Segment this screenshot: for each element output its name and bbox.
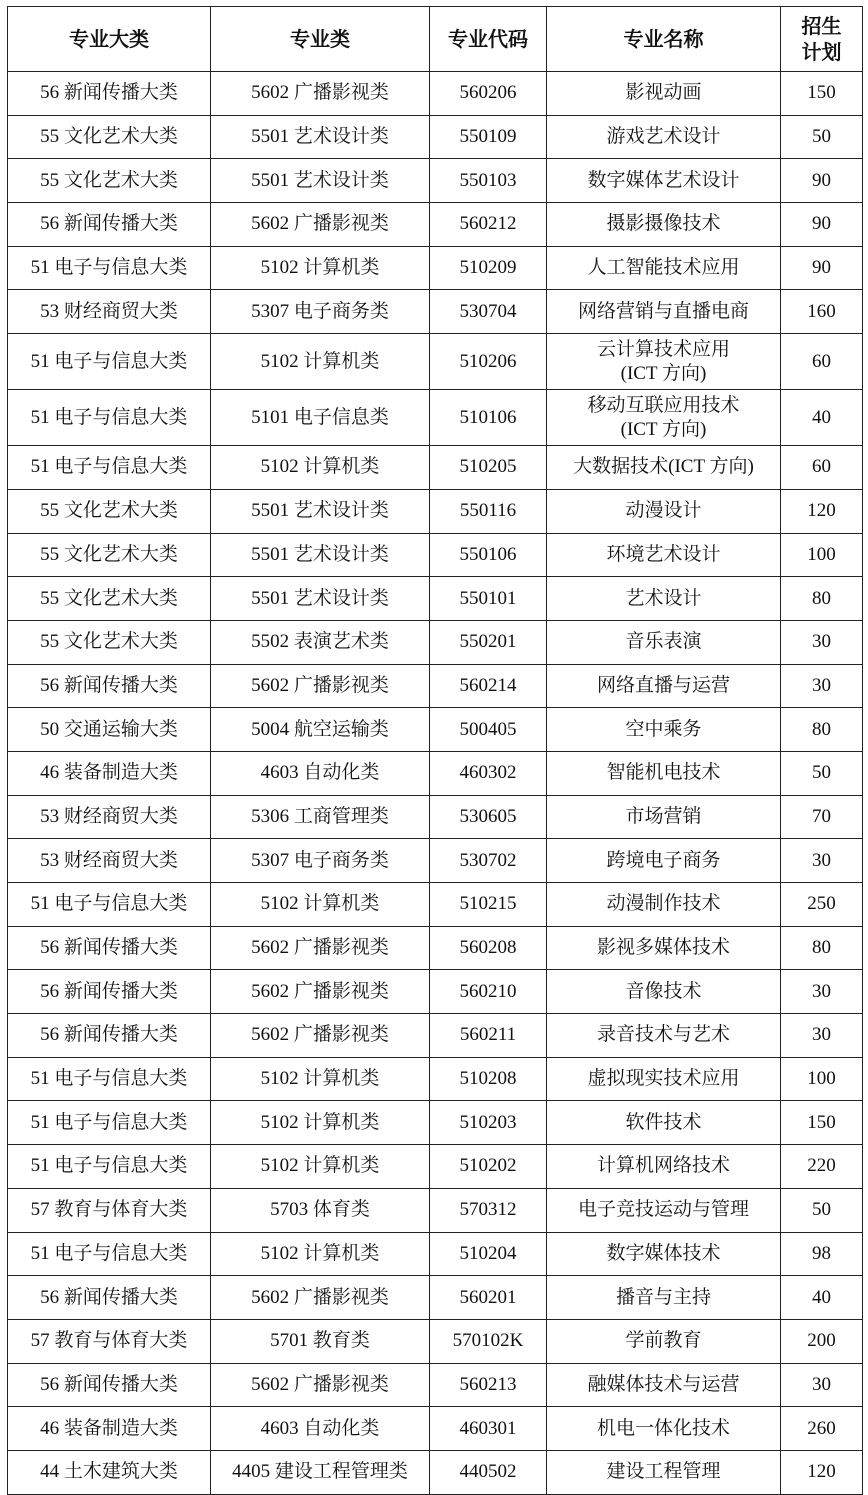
cell-name-line-1: 云计算技术应用 <box>596 338 730 360</box>
cell-subcategory: 5306 工商管理类 <box>211 795 430 839</box>
cell-category: 51 电子与信息大类 <box>8 1101 211 1145</box>
cell-subcategory: 5602 广播影视类 <box>211 1014 430 1058</box>
cell-code: 560211 <box>430 1014 547 1058</box>
cell-plan: 150 <box>781 72 863 116</box>
cell-code: 510209 <box>430 246 547 290</box>
table-row <box>8 1014 863 1058</box>
cell-name: 环境艺术设计 <box>547 533 781 577</box>
cell-name: 学前教育 <box>547 1319 781 1363</box>
cell-category: 56 新闻传播大类 <box>8 664 211 708</box>
table-row <box>8 1450 863 1494</box>
table-row <box>8 246 863 290</box>
cell-plan: 100 <box>781 1057 863 1101</box>
cell-plan: 40 <box>781 1276 863 1320</box>
cell-category: 55 文化艺术大类 <box>8 533 211 577</box>
cell-plan: 40 <box>781 390 863 446</box>
cell-subcategory: 4405 建设工程管理类 <box>211 1450 430 1494</box>
cell-name: 网络直播与运营 <box>547 664 781 708</box>
cell-name: 机电一体化技术 <box>547 1407 781 1451</box>
table-row <box>8 1319 863 1363</box>
cell-code: 530704 <box>430 290 547 334</box>
cell-name: 音乐表演 <box>547 620 781 664</box>
cell-category: 55 文化艺术大类 <box>8 115 211 159</box>
cell-category: 53 财经商贸大类 <box>8 839 211 883</box>
cell-category: 55 文化艺术大类 <box>8 159 211 203</box>
cell-plan: 90 <box>781 246 863 290</box>
cell-subcategory: 5307 电子商务类 <box>211 290 430 334</box>
cell-subcategory: 5004 航空运输类 <box>211 708 430 752</box>
header-plan <box>781 7 863 72</box>
table-row <box>8 489 863 533</box>
cell-name: 动漫设计 <box>547 489 781 533</box>
table-row <box>8 1232 863 1276</box>
cell-category: 51 电子与信息大类 <box>8 1232 211 1276</box>
header-row <box>8 7 863 72</box>
cell-code: 560201 <box>430 1276 547 1320</box>
table-row <box>8 159 863 203</box>
cell-category: 51 电子与信息大类 <box>8 446 211 490</box>
cell-plan: 100 <box>781 533 863 577</box>
cell-code: 510205 <box>430 446 547 490</box>
cell-plan: 220 <box>781 1145 863 1189</box>
cell-category: 56 新闻传播大类 <box>8 926 211 970</box>
cell-subcategory: 5501 艺术设计类 <box>211 533 430 577</box>
cell-code: 510106 <box>430 390 547 446</box>
table-row <box>8 1276 863 1320</box>
table-row <box>8 795 863 839</box>
cell-plan: 30 <box>781 839 863 883</box>
cell-subcategory: 5102 计算机类 <box>211 1145 430 1189</box>
cell-name: 跨境电子商务 <box>547 839 781 883</box>
cell-subcategory: 5602 广播影视类 <box>211 970 430 1014</box>
cell-subcategory: 5102 计算机类 <box>211 246 430 290</box>
table-row <box>8 72 863 116</box>
cell-category: 55 文化艺术大类 <box>8 577 211 621</box>
cell-subcategory: 5102 计算机类 <box>211 883 430 927</box>
cell-plan: 50 <box>781 115 863 159</box>
table-row <box>8 577 863 621</box>
table-row <box>8 751 863 795</box>
cell-category: 46 装备制造大类 <box>8 751 211 795</box>
cell-code: 510203 <box>430 1101 547 1145</box>
cell-plan: 70 <box>781 795 863 839</box>
cell-plan: 200 <box>781 1319 863 1363</box>
cell-plan: 120 <box>781 1450 863 1494</box>
cell-subcategory: 5602 广播影视类 <box>211 664 430 708</box>
cell-code: 560206 <box>430 72 547 116</box>
cell-name: 虚拟现实技术应用 <box>547 1057 781 1101</box>
cell-subcategory: 4603 自动化类 <box>211 1407 430 1451</box>
cell-subcategory: 5501 艺术设计类 <box>211 115 430 159</box>
cell-name: 数字媒体技术 <box>547 1232 781 1276</box>
cell-category: 51 电子与信息大类 <box>8 883 211 927</box>
cell-code: 510202 <box>430 1145 547 1189</box>
cell-name: 数字媒体艺术设计 <box>547 159 781 203</box>
cell-name: 市场营销 <box>547 795 781 839</box>
cell-plan: 120 <box>781 489 863 533</box>
cell-code: 530702 <box>430 839 547 883</box>
cell-code: 510204 <box>430 1232 547 1276</box>
cell-name: 软件技术 <box>547 1101 781 1145</box>
cell-name: 艺术设计 <box>547 577 781 621</box>
cell-subcategory: 5102 计算机类 <box>211 446 430 490</box>
table-row <box>8 533 863 577</box>
table-row <box>8 839 863 883</box>
cell-code: 550101 <box>430 577 547 621</box>
cell-code: 570102K <box>430 1319 547 1363</box>
cell-plan: 80 <box>781 577 863 621</box>
cell-category: 56 新闻传播大类 <box>8 1014 211 1058</box>
cell-name <box>547 334 781 390</box>
table-row <box>8 1363 863 1407</box>
cell-name: 音像技术 <box>547 970 781 1014</box>
table-row <box>8 883 863 927</box>
cell-subcategory: 5101 电子信息类 <box>211 390 430 446</box>
cell-category: 55 文化艺术大类 <box>8 620 211 664</box>
cell-name-line-1: 移动互联应用技术 <box>587 394 740 416</box>
cell-plan: 80 <box>781 708 863 752</box>
cell-category: 57 教育与体育大类 <box>8 1188 211 1232</box>
cell-subcategory: 5602 广播影视类 <box>211 72 430 116</box>
cell-name: 智能机电技术 <box>547 751 781 795</box>
cell-subcategory: 5102 计算机类 <box>211 1101 430 1145</box>
cell-plan: 50 <box>781 751 863 795</box>
cell-subcategory: 5502 表演艺术类 <box>211 620 430 664</box>
cell-category: 56 新闻传播大类 <box>8 970 211 1014</box>
cell-code: 550106 <box>430 533 547 577</box>
cell-plan: 60 <box>781 334 863 390</box>
cell-category: 51 电子与信息大类 <box>8 246 211 290</box>
cell-name: 影视多媒体技术 <box>547 926 781 970</box>
cell-plan: 30 <box>781 1363 863 1407</box>
cell-subcategory: 4603 自动化类 <box>211 751 430 795</box>
cell-plan: 30 <box>781 620 863 664</box>
cell-name: 建设工程管理 <box>547 1450 781 1494</box>
header-code: 专业代码 <box>430 7 547 72</box>
cell-subcategory: 5703 体育类 <box>211 1188 430 1232</box>
cell-name: 人工智能技术应用 <box>547 246 781 290</box>
cell-code: 570312 <box>430 1188 547 1232</box>
table-row <box>8 390 863 446</box>
cell-plan: 150 <box>781 1101 863 1145</box>
cell-subcategory: 5102 计算机类 <box>211 334 430 390</box>
cell-code: 510215 <box>430 883 547 927</box>
table-row <box>8 1188 863 1232</box>
cell-code: 560214 <box>430 664 547 708</box>
cell-name: 电子竞技运动与管理 <box>547 1188 781 1232</box>
cell-name: 影视动画 <box>547 72 781 116</box>
cell-name: 计算机网络技术 <box>547 1145 781 1189</box>
cell-name <box>547 390 781 446</box>
cell-subcategory: 5701 教育类 <box>211 1319 430 1363</box>
cell-plan: 50 <box>781 1188 863 1232</box>
cell-subcategory: 5501 艺术设计类 <box>211 577 430 621</box>
cell-subcategory: 5602 广播影视类 <box>211 1276 430 1320</box>
cell-code: 550109 <box>430 115 547 159</box>
cell-category: 56 新闻传播大类 <box>8 1363 211 1407</box>
cell-subcategory: 5307 电子商务类 <box>211 839 430 883</box>
header-plan-line-1: 招生 <box>801 14 842 38</box>
cell-name: 录音技术与艺术 <box>547 1014 781 1058</box>
cell-name: 游戏艺术设计 <box>547 115 781 159</box>
table-row <box>8 203 863 247</box>
cell-code: 560212 <box>430 203 547 247</box>
cell-code: 560208 <box>430 926 547 970</box>
cell-category: 51 电子与信息大类 <box>8 1057 211 1101</box>
table-row <box>8 1407 863 1451</box>
cell-code: 530605 <box>430 795 547 839</box>
cell-subcategory: 5602 广播影视类 <box>211 203 430 247</box>
table-row <box>8 708 863 752</box>
cell-category: 51 电子与信息大类 <box>8 1145 211 1189</box>
header-name: 专业名称 <box>547 7 781 72</box>
cell-plan: 80 <box>781 926 863 970</box>
cell-code: 500405 <box>430 708 547 752</box>
cell-category: 57 教育与体育大类 <box>8 1319 211 1363</box>
table-row <box>8 620 863 664</box>
cell-code: 440502 <box>430 1450 547 1494</box>
cell-plan: 260 <box>781 1407 863 1451</box>
table-row <box>8 926 863 970</box>
cell-name: 播音与主持 <box>547 1276 781 1320</box>
cell-category: 51 电子与信息大类 <box>8 390 211 446</box>
cell-plan: 98 <box>781 1232 863 1276</box>
cell-subcategory: 5102 计算机类 <box>211 1057 430 1101</box>
table-row <box>8 1145 863 1189</box>
cell-code: 460302 <box>430 751 547 795</box>
cell-category: 51 电子与信息大类 <box>8 334 211 390</box>
cell-category: 56 新闻传播大类 <box>8 203 211 247</box>
table-row <box>8 970 863 1014</box>
cell-subcategory: 5501 艺术设计类 <box>211 489 430 533</box>
cell-category: 50 交通运输大类 <box>8 708 211 752</box>
table-row <box>8 1057 863 1101</box>
cell-code: 510208 <box>430 1057 547 1101</box>
cell-category: 53 财经商贸大类 <box>8 795 211 839</box>
cell-category: 46 装备制造大类 <box>8 1407 211 1451</box>
cell-name: 大数据技术(ICT 方向) <box>547 446 781 490</box>
cell-code: 550103 <box>430 159 547 203</box>
header-subcategory: 专业类 <box>211 7 430 72</box>
cell-plan: 90 <box>781 203 863 247</box>
cell-code: 550201 <box>430 620 547 664</box>
cell-plan: 30 <box>781 664 863 708</box>
cell-name: 摄影摄像技术 <box>547 203 781 247</box>
cell-category: 44 土木建筑大类 <box>8 1450 211 1494</box>
cell-category: 53 财经商贸大类 <box>8 290 211 334</box>
cell-name: 动漫制作技术 <box>547 883 781 927</box>
table-row <box>8 446 863 490</box>
cell-name: 网络营销与直播电商 <box>547 290 781 334</box>
enrollment-plan-table <box>7 6 863 1495</box>
cell-subcategory: 5602 广播影视类 <box>211 926 430 970</box>
cell-name: 空中乘务 <box>547 708 781 752</box>
cell-subcategory: 5102 计算机类 <box>211 1232 430 1276</box>
cell-subcategory: 5501 艺术设计类 <box>211 159 430 203</box>
cell-code: 560213 <box>430 1363 547 1407</box>
cell-name-line-2: (ICT 方向) <box>620 418 707 440</box>
cell-category: 56 新闻传播大类 <box>8 72 211 116</box>
header-plan-line-2: 计划 <box>801 40 842 64</box>
cell-plan: 90 <box>781 159 863 203</box>
cell-category: 56 新闻传播大类 <box>8 1276 211 1320</box>
table-row <box>8 664 863 708</box>
table-row <box>8 1101 863 1145</box>
table-row <box>8 334 863 390</box>
cell-plan: 30 <box>781 1014 863 1058</box>
table-row <box>8 290 863 334</box>
cell-code: 560210 <box>430 970 547 1014</box>
header-category: 专业大类 <box>8 7 211 72</box>
cell-plan: 160 <box>781 290 863 334</box>
cell-plan: 30 <box>781 970 863 1014</box>
cell-subcategory: 5602 广播影视类 <box>211 1363 430 1407</box>
cell-category: 55 文化艺术大类 <box>8 489 211 533</box>
cell-plan: 60 <box>781 446 863 490</box>
cell-plan: 250 <box>781 883 863 927</box>
cell-code: 550116 <box>430 489 547 533</box>
cell-code: 460301 <box>430 1407 547 1451</box>
cell-name-line-2: (ICT 方向) <box>620 362 707 384</box>
cell-name: 融媒体技术与运营 <box>547 1363 781 1407</box>
cell-code: 510206 <box>430 334 547 390</box>
table-row <box>8 115 863 159</box>
